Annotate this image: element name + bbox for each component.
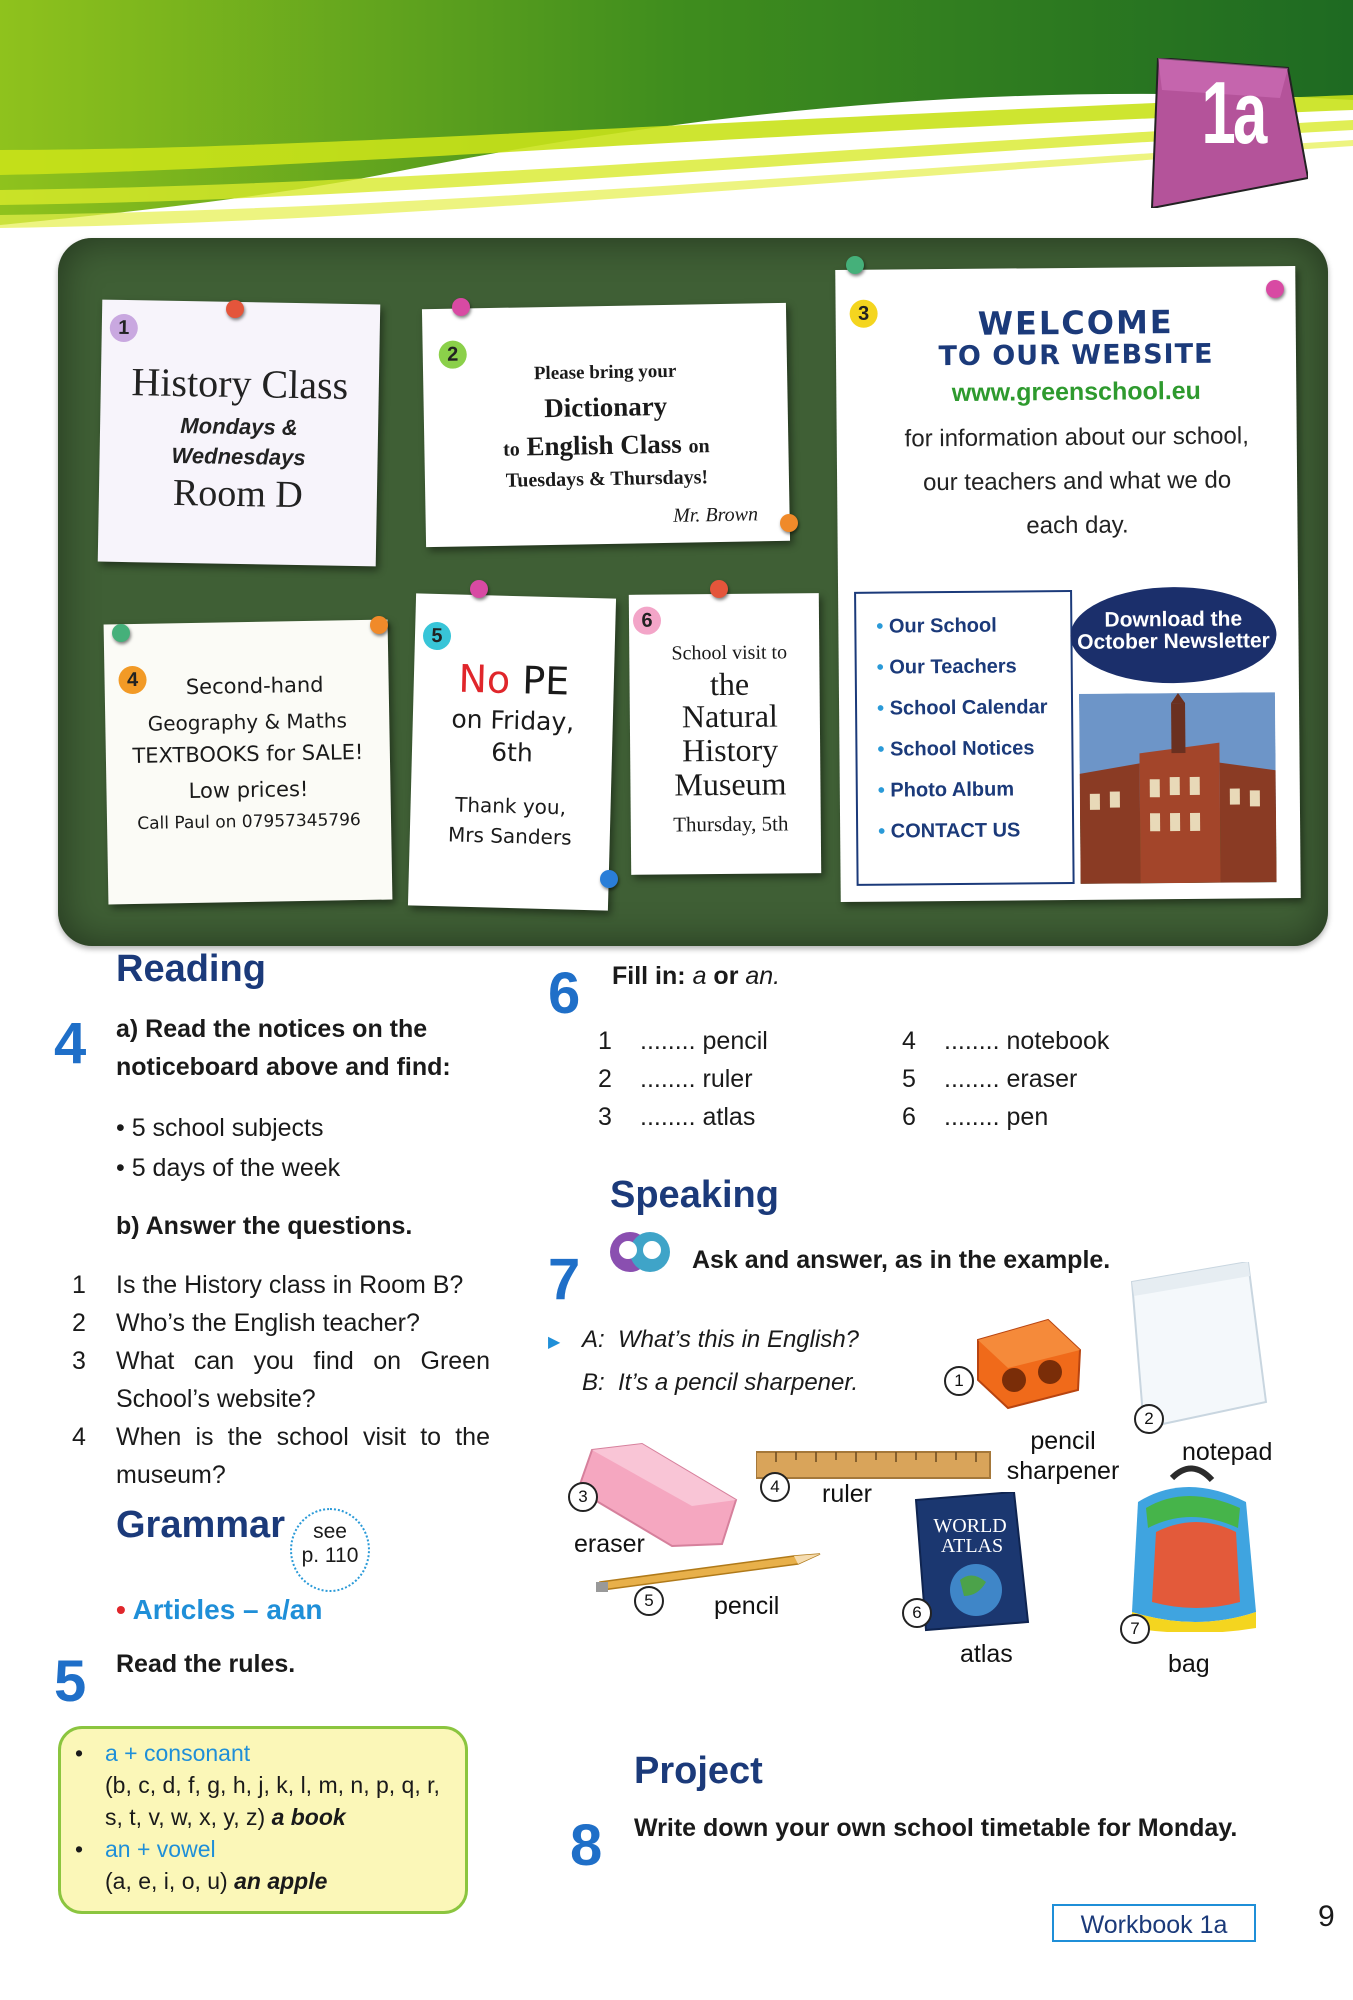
- exercise-number: 6: [548, 961, 581, 1026]
- notice-text: English Class: [526, 428, 683, 462]
- dialogue-text: It’s a pencil sharpener.: [618, 1369, 859, 1396]
- pushpin: [1266, 280, 1284, 298]
- pushpin: [600, 870, 618, 888]
- menu-item-label: CONTACT US: [890, 819, 1021, 843]
- notice-text: Tuesdays & Thursdays!: [505, 466, 709, 492]
- object-number: 4: [760, 1472, 790, 1502]
- notice-text: Call Paul on 07957345796: [137, 810, 361, 834]
- ruler-image: [756, 1448, 992, 1484]
- object-number: 1: [944, 1366, 974, 1396]
- notice-text: Thank you,: [454, 792, 567, 820]
- object-label: ruler: [822, 1480, 873, 1508]
- speaker-label: B:: [582, 1369, 605, 1396]
- menu-item-label: Photo Album: [890, 778, 1015, 802]
- fill-in-item[interactable]: [598, 1060, 753, 1098]
- question-number: 2: [72, 1309, 86, 1337]
- instruction-text: Fill in:: [612, 962, 686, 990]
- notice-title-black: PE: [521, 658, 570, 704]
- instruction-text: an.: [745, 962, 781, 990]
- notice-text: Second-hand: [185, 672, 324, 700]
- atlas-cover-text: ATLAS: [940, 1535, 1004, 1557]
- object-label: pencil sharpener: [1006, 1427, 1120, 1485]
- rules-box: [58, 1726, 468, 1914]
- question-row: [72, 1418, 490, 1494]
- menu-item[interactable]: [877, 696, 1048, 720]
- menu-item-label: School Calendar: [889, 696, 1048, 720]
- example-dialogue: [548, 1320, 859, 1403]
- grammar-heading: Grammar: [116, 1504, 285, 1546]
- item-number: 3: [598, 1103, 612, 1131]
- bullet-dot: •: [878, 820, 886, 843]
- dialogue-line: [548, 1363, 859, 1403]
- notice-text: Low prices!: [188, 776, 309, 804]
- website-title: WELCOME: [977, 303, 1174, 343]
- menu-item-label: School Notices: [889, 737, 1035, 761]
- rule-body: [75, 1769, 455, 1833]
- download-newsletter-button[interactable]: Download the October Newsletter: [1070, 586, 1277, 684]
- item-text: ........ atlas: [640, 1103, 756, 1131]
- dialogue-line: [548, 1320, 859, 1363]
- list-item: • 5 days of the week: [116, 1154, 341, 1182]
- notice-text: Mondays &: [180, 412, 298, 441]
- question-row: [72, 1304, 490, 1342]
- speaker-label: A:: [582, 1326, 605, 1353]
- notice-website: [835, 266, 1300, 902]
- menu-item-label: Our School: [888, 614, 997, 638]
- exercise-instruction: a) Read the notices on the noticeboard above and find:: [116, 1015, 451, 1081]
- menu-item[interactable]: [876, 615, 997, 639]
- rule-letters: (a, e, i, o, u): [105, 1868, 228, 1894]
- notice-textbooks: [104, 620, 393, 905]
- question-row: [72, 1266, 490, 1304]
- notice-number-badge: 1: [110, 314, 138, 342]
- play-icon: ▶: [548, 1334, 561, 1351]
- item-text: ........ pen: [944, 1103, 1049, 1131]
- fill-in-item[interactable]: [902, 1060, 1077, 1098]
- notice-text: 6th: [490, 737, 534, 768]
- exercise-number: 8: [570, 1813, 603, 1878]
- pencil-sharpener-image: [968, 1310, 1088, 1410]
- notice-number-badge: 4: [118, 666, 146, 694]
- exercise-instruction: Ask and answer, as in the example.: [692, 1246, 1111, 1274]
- notice-title: History Class: [131, 359, 349, 408]
- pushpin: [710, 580, 728, 598]
- notice-history-class: [98, 300, 381, 567]
- question-number: 1: [72, 1271, 86, 1299]
- exercise-instruction: b) Answer the questions.: [116, 1212, 413, 1240]
- item-number: 6: [902, 1103, 916, 1131]
- notice-text: Mrs Sanders: [447, 822, 572, 850]
- item-number: 4: [902, 1027, 916, 1055]
- object-number: 3: [568, 1482, 598, 1512]
- item-text: ........ notebook: [944, 1027, 1110, 1055]
- pushpin: [370, 616, 388, 634]
- bag-image: [1116, 1462, 1266, 1632]
- question-text: Is the History class in Room B?: [116, 1271, 464, 1299]
- website-menu: [854, 590, 1075, 886]
- pushpin: [846, 256, 864, 274]
- bullet-dot: •: [877, 779, 885, 802]
- rule-consonant: [75, 1737, 455, 1769]
- question-number: 4: [72, 1423, 86, 1451]
- rule-heading: an + vowel: [105, 1836, 216, 1862]
- bullet-dot: •: [876, 656, 884, 679]
- notice-text: Geography & Maths: [147, 708, 348, 736]
- exercise-instruction: Read the rules.: [116, 1650, 296, 1678]
- question-text: Who’s the English teacher?: [116, 1309, 420, 1337]
- notice-text: on Friday,: [451, 704, 575, 737]
- grammar-reference[interactable]: [290, 1508, 370, 1592]
- object-label: eraser: [574, 1530, 645, 1558]
- object-number: 2: [1134, 1404, 1164, 1434]
- exercise-instruction: Write down your own school timetable for Monday.: [634, 1814, 1238, 1842]
- notice-text: History: [681, 731, 779, 769]
- object-number: 6: [902, 1598, 932, 1628]
- list-item-text: 5 school subjects: [131, 1114, 324, 1142]
- atlas-cover-text: WORLD: [933, 1515, 1007, 1537]
- pair-work-icon: [610, 1228, 670, 1278]
- reading-heading: Reading: [116, 948, 266, 990]
- notice-title-red: No: [457, 656, 511, 702]
- bullet-dot: •: [876, 615, 884, 638]
- grammar-topic: [116, 1594, 322, 1626]
- item-number: 1: [598, 1027, 612, 1055]
- question-list: [72, 1266, 490, 1494]
- pushpin: [226, 300, 244, 318]
- rule-letters: (b, c, d, f, g, h, j, k, l, m, n, p, q, r, s, t, v, w, x, y, z): [105, 1772, 440, 1830]
- item-text: ........ pencil: [640, 1027, 768, 1055]
- object-number: 7: [1120, 1614, 1150, 1644]
- list-item: • 5 school subjects: [116, 1114, 324, 1142]
- website-subtitle: TO OUR WEBSITE: [938, 338, 1214, 373]
- rule-heading: a + consonant: [105, 1740, 251, 1766]
- bullet-dot: •: [877, 738, 885, 761]
- item-number: 2: [598, 1065, 612, 1093]
- bullet-dot: •: [876, 697, 885, 720]
- page-number: 9: [1318, 1900, 1335, 1933]
- exercise-number: 4: [54, 1011, 87, 1076]
- notice-number-badge: 2: [439, 340, 467, 368]
- notice-title: [413, 655, 614, 704]
- instruction-text: or: [713, 962, 739, 990]
- fill-in-item[interactable]: [598, 1098, 755, 1136]
- rule-vowel: [75, 1833, 455, 1865]
- exercise-number: 7: [548, 1247, 581, 1312]
- pushpin: [452, 298, 470, 316]
- notice-dictionary: [422, 303, 790, 547]
- school-photo: [1079, 692, 1277, 884]
- item-text: ........ eraser: [944, 1065, 1078, 1093]
- notice-text: Please bring your: [533, 360, 677, 385]
- notice-text: the: [709, 665, 750, 703]
- bullet-dot: •: [116, 1594, 126, 1625]
- notice-number-badge: 6: [633, 607, 661, 635]
- item-number: 5: [902, 1065, 916, 1093]
- exercise-instruction: [612, 962, 780, 991]
- bullet-dot: •: [75, 1836, 84, 1862]
- list-item-text: 5 days of the week: [131, 1154, 341, 1182]
- notice-no-pe: [408, 593, 616, 910]
- notice-number-badge: 3: [850, 300, 878, 328]
- menu-item[interactable]: [878, 819, 1020, 843]
- workbook-reference[interactable]: Workbook 1a: [1052, 1904, 1256, 1942]
- notice-text: Room D: [172, 471, 304, 517]
- rule-example: a book: [271, 1804, 346, 1830]
- fill-in-item[interactable]: [902, 1098, 1048, 1136]
- signature: Mr. Brown: [672, 503, 759, 527]
- object-label: notepad: [1182, 1438, 1273, 1466]
- speaking-heading: Speaking: [610, 1174, 779, 1216]
- fill-in-item[interactable]: [902, 1022, 1109, 1060]
- pushpin: [780, 514, 798, 532]
- menu-item[interactable]: [877, 737, 1034, 761]
- dialogue-text: What’s this in English?: [618, 1326, 860, 1353]
- menu-item-label: Our Teachers: [889, 655, 1017, 679]
- notice-number-badge: 5: [423, 622, 452, 651]
- menu-item[interactable]: [878, 778, 1014, 802]
- notice-text: TEXTBOOKS for SALE!: [132, 739, 364, 769]
- pushpin: [112, 624, 130, 642]
- notice-text: Wednesdays: [171, 442, 306, 471]
- instruction-text: a: [692, 962, 707, 990]
- notice-text: School visit to: [671, 641, 788, 665]
- fill-in-item[interactable]: [598, 1022, 768, 1060]
- question-row: [72, 1342, 490, 1418]
- notice-text: Thursday, 5th: [673, 811, 789, 837]
- rule-example: an apple: [234, 1868, 328, 1894]
- exercise-number: 5: [54, 1649, 87, 1714]
- notice-text: [424, 427, 788, 464]
- rule-body: [75, 1865, 455, 1897]
- unit-label: 1a: [1201, 63, 1265, 162]
- notice-museum-visit: [629, 593, 821, 875]
- reference-page: p. 110: [301, 1544, 359, 1567]
- bullet-dot: •: [75, 1740, 84, 1766]
- notice-text: to: [502, 438, 520, 461]
- object-label: bag: [1168, 1650, 1210, 1678]
- reference-see: see: [313, 1520, 347, 1543]
- website-url[interactable]: www.greenschool.eu: [951, 376, 1202, 408]
- find-list: [116, 1108, 340, 1188]
- menu-item[interactable]: [877, 655, 1017, 679]
- grammar-topic-text: Articles – a/an: [132, 1594, 323, 1625]
- project-heading: Project: [634, 1750, 763, 1792]
- pushpin: [470, 580, 488, 598]
- object-label: atlas: [960, 1640, 1013, 1668]
- notice-text: on: [688, 435, 710, 458]
- website-description: for information about our school, our teachers and what we do each day.: [904, 422, 1249, 540]
- object-label: pencil: [714, 1592, 780, 1620]
- question-text: What can you find on Green School’s website?: [116, 1347, 490, 1413]
- item-text: ........ ruler: [640, 1065, 753, 1093]
- question-number: 3: [72, 1347, 86, 1375]
- notice-text: Dictionary: [543, 390, 668, 424]
- object-number: 5: [634, 1586, 664, 1616]
- notice-text: Natural: [681, 697, 778, 735]
- question-text: When is the school visit to the museum?: [116, 1423, 490, 1489]
- notice-text: Museum: [674, 765, 787, 803]
